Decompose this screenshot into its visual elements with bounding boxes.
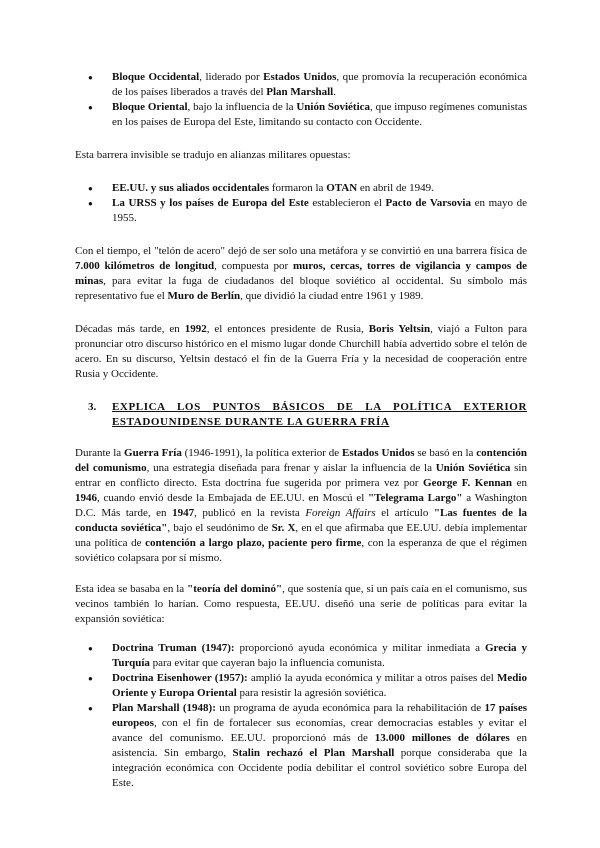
text-run: Esta idea se basaba en la [75, 583, 188, 595]
bold-term: muros, cercas, torres de vigilancia y campos de minas [75, 260, 528, 287]
paragraph-decadas [75, 322, 527, 382]
bold-term: Plan Marshall [266, 86, 334, 98]
bold-term: Unión Soviética [435, 462, 511, 474]
bold-term: Boris Yeltsin [368, 323, 431, 335]
text-run: para resistir la agresión soviética. [236, 687, 387, 699]
text-run: , publicó en la revista [194, 507, 306, 519]
bold-term: "Telegrama Largo" [368, 492, 463, 504]
list-item [75, 701, 527, 791]
bold-term: EE.UU. y sus aliados occidentales [112, 182, 270, 194]
list-item [75, 181, 527, 196]
text-run: el artículo [375, 507, 434, 519]
text-run: en [512, 477, 527, 489]
text-run: Con el tiempo, el "telón de acero" dejó de ser solo una metáfora y se convirtió en una barrera física de [75, 245, 527, 257]
italic-term: Foreign Affairs [305, 507, 376, 519]
bold-term: Medio Oriente y Europa Oriental [112, 672, 527, 699]
bloques-list [75, 70, 527, 130]
bold-term: Grecia y Turquía [112, 642, 528, 669]
bold-term: Unión Soviética [296, 101, 371, 113]
bold-term: "teoría del dominó" [187, 583, 283, 595]
text-run: Esta barrera invisible se tradujo en alianzas militares opuestas: [75, 149, 351, 161]
text-run: Décadas más tarde, en [75, 323, 185, 335]
bold-term: George F. Kennan [423, 477, 513, 489]
text-run: establecieron el [308, 197, 386, 209]
text-run: , para evitar la fuga de ciudadanos del bloque soviético al occidental. Su símbolo más representativo fue el [75, 275, 527, 302]
text-run: en asistencia. Sin embargo, [112, 732, 527, 759]
bold-term: Bloque Occidental [112, 71, 200, 83]
text-run: , que dividió la ciudad entre 1961 y 1989. [240, 290, 424, 302]
text-run: , una estrategia diseñada para frenar y aislar la influencia de la [146, 462, 436, 474]
paragraph-durante [75, 446, 527, 566]
bold-term: Sr. X [271, 522, 296, 534]
text-run: , el entonces presidente de Rusia, [206, 323, 369, 335]
bold-term: 1992 [184, 323, 207, 335]
text-run: formaron la [269, 182, 327, 194]
text-run: , en el que afirmaba que EE.UU. debía implementar una política de [75, 522, 527, 549]
text-run: , bajo el seudónimo de [167, 522, 272, 534]
bold-term: Muro de Berlín [167, 290, 241, 302]
text-run: (1946-1991), la política exterior de [181, 447, 342, 459]
text-run: se basó en la [414, 447, 477, 459]
bold-term: Bloque Oriental [112, 101, 188, 113]
bold-term: 1946 [75, 492, 97, 504]
politicas-list [75, 641, 527, 791]
bold-term: contención a largo plazo, paciente pero firme [145, 537, 362, 549]
paragraph-domino [75, 582, 527, 627]
text-run: amplió la ayuda económica y militar a otros países del [247, 672, 498, 684]
bold-term: Stalin rechazó el Plan Marshall [232, 747, 395, 759]
section-title: EXPLICA LOS PUNTOS BÁSICOS DE LA POLÍTICA EXTERIOR ESTADOUNIDENSE DURANTE LA GUERRA FRÍA [112, 401, 527, 428]
bold-term: 17 países europeos [112, 702, 527, 729]
text-run: en abril de 1949. [357, 182, 434, 194]
bold-term: Pacto de Varsovia [385, 197, 471, 209]
list-item [75, 671, 527, 701]
list-item [75, 196, 527, 226]
text-run: , que impuso regímenes comunistas en los países de Europa del Este, limitando su contacto con Occidente. [112, 101, 527, 128]
text-run: , compuesta por [214, 260, 294, 272]
text-run: , que promovía la recuperación económica de los países liberados a través del [112, 71, 527, 98]
text-run: sin entrar en conflicto directo. Esta doctrina fue sugerida por primera vez por [75, 462, 527, 489]
text-run: para evitar que cayeran bajo la influencia comunista. [149, 657, 385, 669]
section-heading [75, 400, 527, 430]
bold-term: La URSS y los países de Europa del Este [112, 197, 309, 209]
bold-term: 1947 [172, 507, 195, 519]
section-number: 3. [88, 401, 97, 413]
text-run: Durante la [75, 447, 125, 459]
text-run: un programa de ayuda económica para la rehabilitación de [215, 702, 485, 714]
bold-term: Doctrina Truman (1947): [112, 642, 235, 654]
document-page [75, 70, 527, 791]
list-item [75, 70, 527, 100]
bold-term: 13.000 millones de dólares [374, 732, 510, 744]
bold-term: Plan Marshall (1948): [112, 702, 216, 714]
bold-term: contención del comunismo [75, 447, 527, 474]
bold-term: Estados Unidos [263, 71, 337, 83]
text-run: porque consideraba que la integración económica con Occidente podía debilitar el control soviético sobre Europa del Este. [112, 747, 527, 789]
paragraph-barrera [75, 148, 527, 163]
bold-term: Guerra Fría [124, 447, 182, 459]
bold-term: 7.000 kilómetros de longitud [75, 260, 215, 272]
text-run: , cuando envió desde la Embajada de EE.UU. en Moscú el [97, 492, 369, 504]
paragraph-telon [75, 244, 527, 304]
bold-term: Estados Unidos [342, 447, 415, 459]
text-run: , con la esperanza de que el régimen soviético colapsara por sí mismo. [75, 537, 528, 564]
text-run: , que sostenía que, si un país caía en el comunismo, sus vecinos también lo harían. Como respuesta, EE.UU. diseñó una serie de políticas para evitar la expansión soviética: [75, 583, 527, 625]
list-item [75, 641, 527, 671]
bold-term: Doctrina Eisenhower (1957): [112, 672, 248, 684]
bold-term: OTAN [326, 182, 358, 194]
alianzas-list [75, 181, 527, 226]
text-run: . [333, 86, 336, 98]
text-run: en mayo de 1955. [112, 197, 528, 224]
text-run: , bajo la influencia de la [187, 101, 297, 113]
text-run: , con el fin de fortalecer sus economías, crear democracias estables y evitar el avance del comunismo. EE.UU. proporcionó más de [112, 717, 527, 744]
text-run: , liderado por [199, 71, 264, 83]
text-run: , viajó a Fulton para pronunciar otro discurso histórico en el mismo lugar donde Churchill había advertido sobre el telón de acero. En su discurso, Yeltsin destacó el fin de la Guerra Fría y la necesidad de cooperación entre Rusia y Occidente. [75, 323, 527, 380]
bold-term: "Las fuentes de la conducta soviética" [75, 507, 528, 534]
list-item [75, 100, 527, 130]
text-run: a Washington D.C. Más tarde, en [75, 492, 528, 519]
text-run: proporcionó ayuda económica y militar inmediata a [234, 642, 485, 654]
